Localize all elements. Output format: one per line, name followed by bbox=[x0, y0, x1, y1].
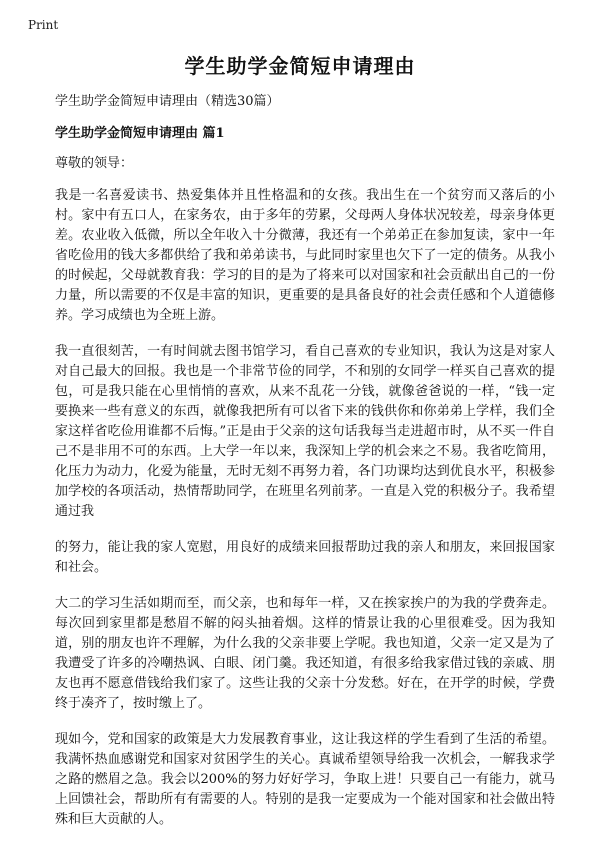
document-title: 学生助学金简短申请理由 bbox=[184, 54, 416, 78]
section-heading: 学生助学金简短申请理由 篇1 bbox=[55, 126, 225, 141]
print-link[interactable]: Print bbox=[28, 18, 59, 32]
paragraph-2: 我一直很刻苦，一有时间就去图书馆学习，看自己喜欢的专业知识，我认为这是对家人对自己最大的回报。我也是一个非常节俭的同学，不和别的女同学一样买自己喜欢的提包，可是我只能在心里悄悄的喜欢，从来不乱花一分钱，就像爸爸说的一样，“钱一定要换来一些有意义的东西，就像我把所有可以省下来的钱供你和你弟弟上学样，我们全家这样省吃俭用谁都不后悔。”正是由于父亲的这句话我每当走进超市时，从不买一件自己不是非用不可的东西。上大学一年以来，我深知上学的机会来之不易。我省吃简用，化压力为动力，化爱为能量，无时无刻不再努力着，各门功课均达到优良水平，积极参加学校的各项活动，热情帮助同学，在班里名列前茅。一直是入党的积极分子。我希望通过我 bbox=[55, 344, 555, 519]
paragraph-5: 现如今，党和国家的政策是大力发展教育事业，这让我这样的学生看到了生活的希望。我满怀热血感谢党和国家对贫困学生的关心。真诚希望领导给我一次机会，一解我求学之路的燃眉之急。我会以200%的努力好好学习，争取上进！只要自己一有能力，就马上回馈社会，帮助所有有需要的人。特别的是我一定要成为一个能对国家和社会做出特殊和巨大贡献的人。 bbox=[55, 732, 555, 827]
greeting: 尊敬的领导： bbox=[55, 156, 134, 171]
document-subtitle: 学生助学金简短申请理由（精选30篇） bbox=[55, 94, 280, 109]
document-body bbox=[55, 92, 555, 846]
paragraph-1: 我是一名喜爱读书、热爱集体并且性格温和的女孩。我出生在一个贫穷而又落后的小村。家中有五口人，在家务农，由于多年的劳累，父母两人身体状况较差，母亲身体更差。农业收入低微，所以全年收入十分微薄，我还有一个弟弟正在参加复读，家中一年省吃俭用的钱大多都供给了我和弟弟读书，与此同时家里也欠下了一定的债务。从我小的时候起，父母就教育我：学习的目的是为了将来可以对国家和社会贡献出自己的一份力量，所以需要的不仅是丰富的知识，更重要的是具备良好的社会责任感和个人道德修养。学习成绩也为全班上游。 bbox=[55, 188, 555, 323]
paragraph-3: 的努力，能让我的家人宽慰，用良好的成绩来回报帮助过我的亲人和朋友，来回报国家和社会。 bbox=[55, 540, 555, 575]
paragraph-4: 大二的学习生活如期而至，而父亲，也和每年一样，又在挨家挨户的为我的学费奔走。每次回到家里都是愁眉不解的闷头抽着烟。这样的情景让我的心里很难受。因为我知道，别的朋友也许不理解，为什么我的父亲非要上学呢。我也知道，父亲一定又是为了我遭受了许多的冷嘲热讽、白眼、闭门羹。我还知道，有很多给我家借过钱的亲戚、朋友也再不愿意借钱给我们家了。这些让我的父亲十分发愁。好在，在开学的时候，学费终于凑齐了，按时缴上了。 bbox=[55, 596, 555, 711]
